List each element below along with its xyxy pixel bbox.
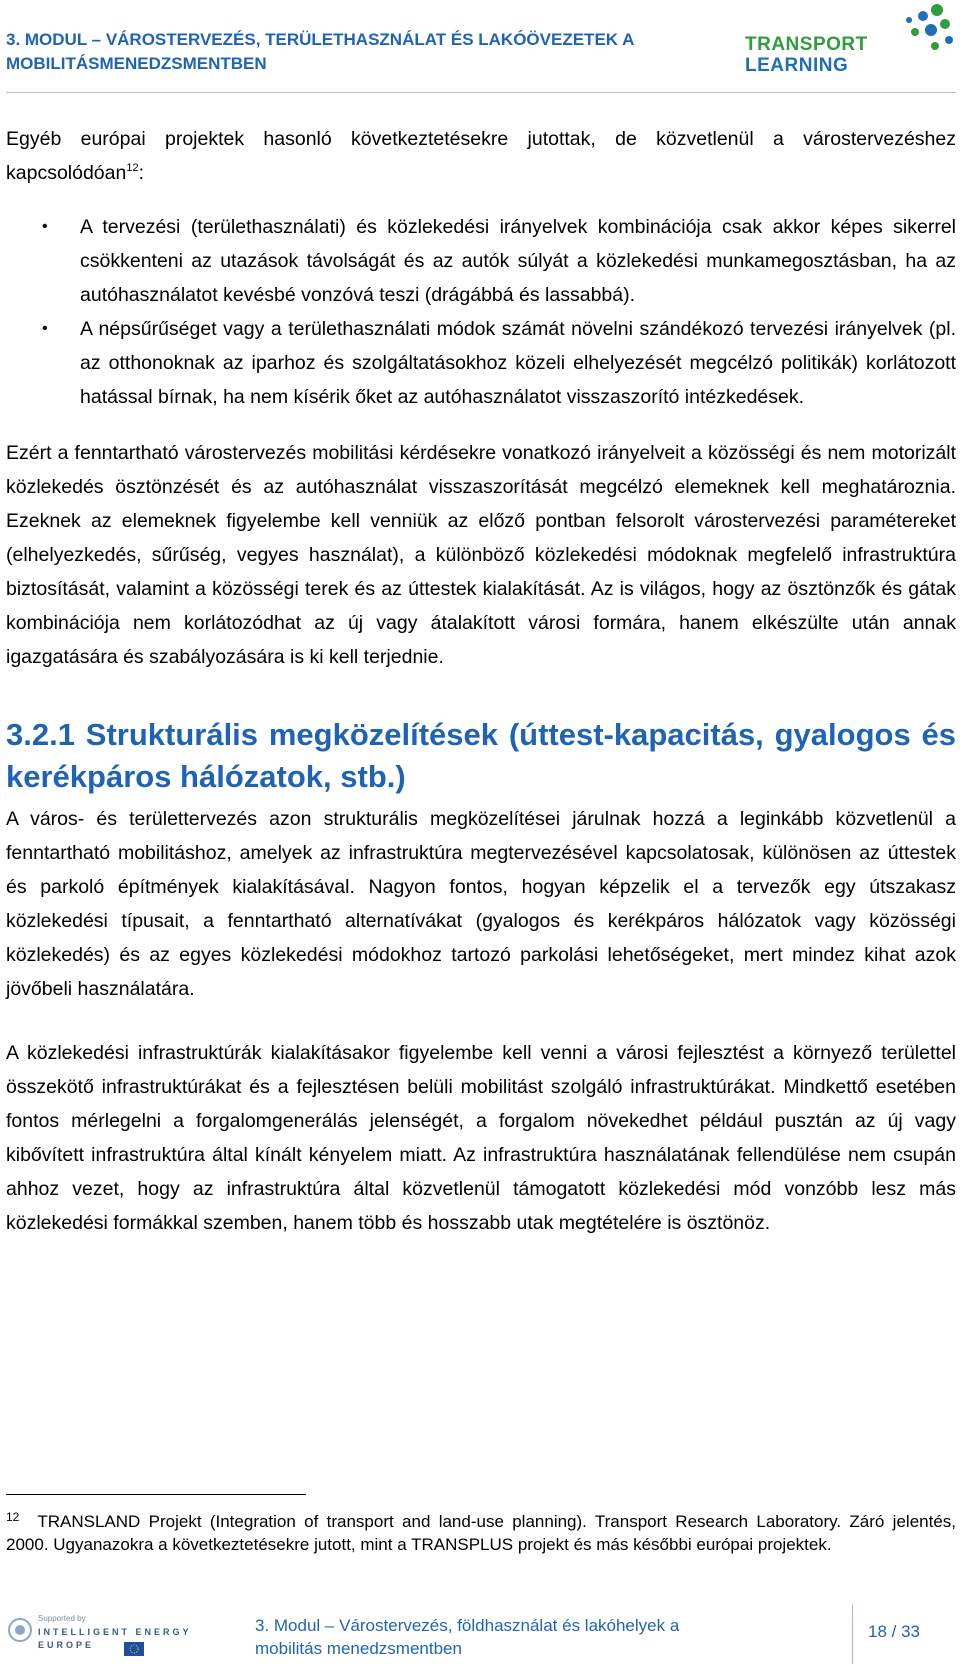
bullet-list: [6, 210, 956, 414]
ie-line1: INTELLIGENT ENERGY: [38, 1627, 192, 1637]
ie-line2: EUROPE: [38, 1640, 95, 1650]
ie-text: [38, 1626, 192, 1652]
header-divider: [6, 92, 956, 93]
footnote-ref[interactable]: 12: [126, 162, 139, 174]
ie-emblem-icon: [6, 1616, 34, 1652]
bullet-icon: •: [42, 320, 48, 337]
intelligent-energy-logo: [6, 1612, 246, 1658]
transport-learning-logo: [745, 2, 955, 82]
logo-text: [745, 34, 868, 76]
footnote: [6, 1506, 956, 1556]
logo-line2: LEARNING: [745, 55, 849, 76]
paragraph: A város- és területtervezés azon strukturális megközelítései járulnak hozzá a leginkább közvetlenül a fenntartható mobilitáshoz, amelyek az infrastruktúra megtervezésével kapcsolatosak, különösen az úttestek és parkoló építmények kialakításával. Nagyon fontos, hogyan képzelik el a tervezők egy útszakasz közlekedési típusait, a fenntartható alternatívákat (gyalogos és kerékpáros hálózatok vagy közösségi közlekedés) és az egyes közlekedési módokhoz tartozó parkolási lehetőségeket, mert mindez kihat azok jövőbeli használatára.: [6, 808, 956, 1000]
document-body: [6, 122, 956, 1240]
list-item-text: A tervezési (területhasználati) és közlekedési irányelvek kombinációja csak akkor képes sikerrel csökkenteni az utazások távolságát és az autók súlyát a közlekedési munkamegosztásban, ha az autóhasználatot kevésbé vonzóvá teszi (drágábbá és lassabbá).: [80, 216, 956, 306]
list-item: [6, 210, 956, 312]
header-title-line1: 3. MODUL – VÁROSTERVEZÉS, TERÜLETHASZNÁLAT ÉS LAKÓÖVEZETEK A: [6, 30, 635, 49]
logo-line1: TRANSPORT: [745, 34, 868, 55]
footnote-divider: [6, 1494, 306, 1495]
logo-dots-icon: [865, 2, 955, 62]
footer-module-title: [255, 1614, 715, 1660]
intro-text: Egyéb európai projektek hasonló következtetésekre jutottak, de közvetlenül a várostervezéshez kapcsolódóan: [6, 128, 956, 184]
eu-flag-icon: [124, 1642, 144, 1656]
bullet-icon: •: [42, 218, 48, 235]
list-item: [6, 312, 956, 414]
section-heading: 3.2.1 Strukturális megközelítések (úttest-kapacitás, gyalogos és kerékpáros hálózatok, stb.): [6, 717, 956, 794]
page-number-divider: [852, 1604, 853, 1664]
page-header: [0, 0, 960, 92]
header-title: [6, 28, 726, 76]
paragraph: A közlekedési infrastruktúrák kialakításakor figyelembe kell venni a városi fejlesztést a környező területtel összekötő infrastruktúrákat és a fejlesztésen belüli mobilitást szolgáló infrastruktúrákat. Mindkettő esetében fontos mérlegelni a forgalomgenerálás jelenségét, a forgalom növekedhet például pusztán az új vagy kibővített infrastruktúra által kínált kényelem miatt. Az infrastruktúra használatának fellendülése nem csupán ahhoz vezet, hogy az infrastruktúra által közvetlenül támogatott közlekedési mód vonzóbb lesz más közlekedési formákkal szemben, hanem több és hosszabb utak megtételére is ösztönöz.: [6, 1042, 956, 1234]
supported-by-label: Supported by: [38, 1614, 86, 1623]
intro-paragraph: [6, 122, 956, 190]
page-number: 18 / 33: [868, 1622, 920, 1641]
footer-line1: 3. Modul – Várostervezés, földhasználat és lakóhelyek a: [255, 1616, 680, 1635]
intro-end: :: [138, 162, 145, 184]
footnote-number: 12: [6, 1510, 20, 1524]
footer-line2: mobilitás menedzsmentben: [255, 1639, 462, 1658]
header-title-line2: MOBILITÁSMENEDZSMENTBEN: [6, 54, 267, 73]
footnote-text: TRANSLAND Projekt (Integration of transport and land-use planning). Transport Research Laboratory. Záró jelentés, 2000. Ugyanazokra a következtetésekre jutott, mint a TRANSPLUS projekt és más későbbi európai projektek.: [6, 1512, 956, 1554]
paragraph: Ezért a fenntartható várostervezés mobilitási kérdésekre vonatkozó irányelveit a közösségi és nem motorizált közlekedés ösztönzését és az autóhasználat visszaszorítását megcélzó elemeknek kell meghatároznia. Ezeknek az elemeknek figyelembe kell venniük az előző pontban felsorolt várostervezési paramétereket (elhelyezkedés, sűrűség, vegyes használat), a különböző közlekedési módoknak megfelelő infrastruktúra biztosítását, valamint a közösségi terek és az úttestek kialakítását. Az is világos, hogy az ösztönzők és gátak kombinációja nem korlátozódhat az új vagy átalakított városi formára, hanem elkészülte után annak igazgatására és szabályozására is ki kell terjednie.: [6, 442, 956, 668]
page-footer: [0, 1600, 960, 1669]
list-item-text: A népsűrűséget vagy a területhasználati módok számát növelni szándékozó tervezési irányelvek (pl. az otthonoknak az iparhoz és szolgáltatásokhoz közeli elhelyezését megcélzó politikák) korlátozott hatással bírnak, ha nem kísérik őket az autóhasználatot visszaszorító intézkedések.: [80, 318, 956, 408]
